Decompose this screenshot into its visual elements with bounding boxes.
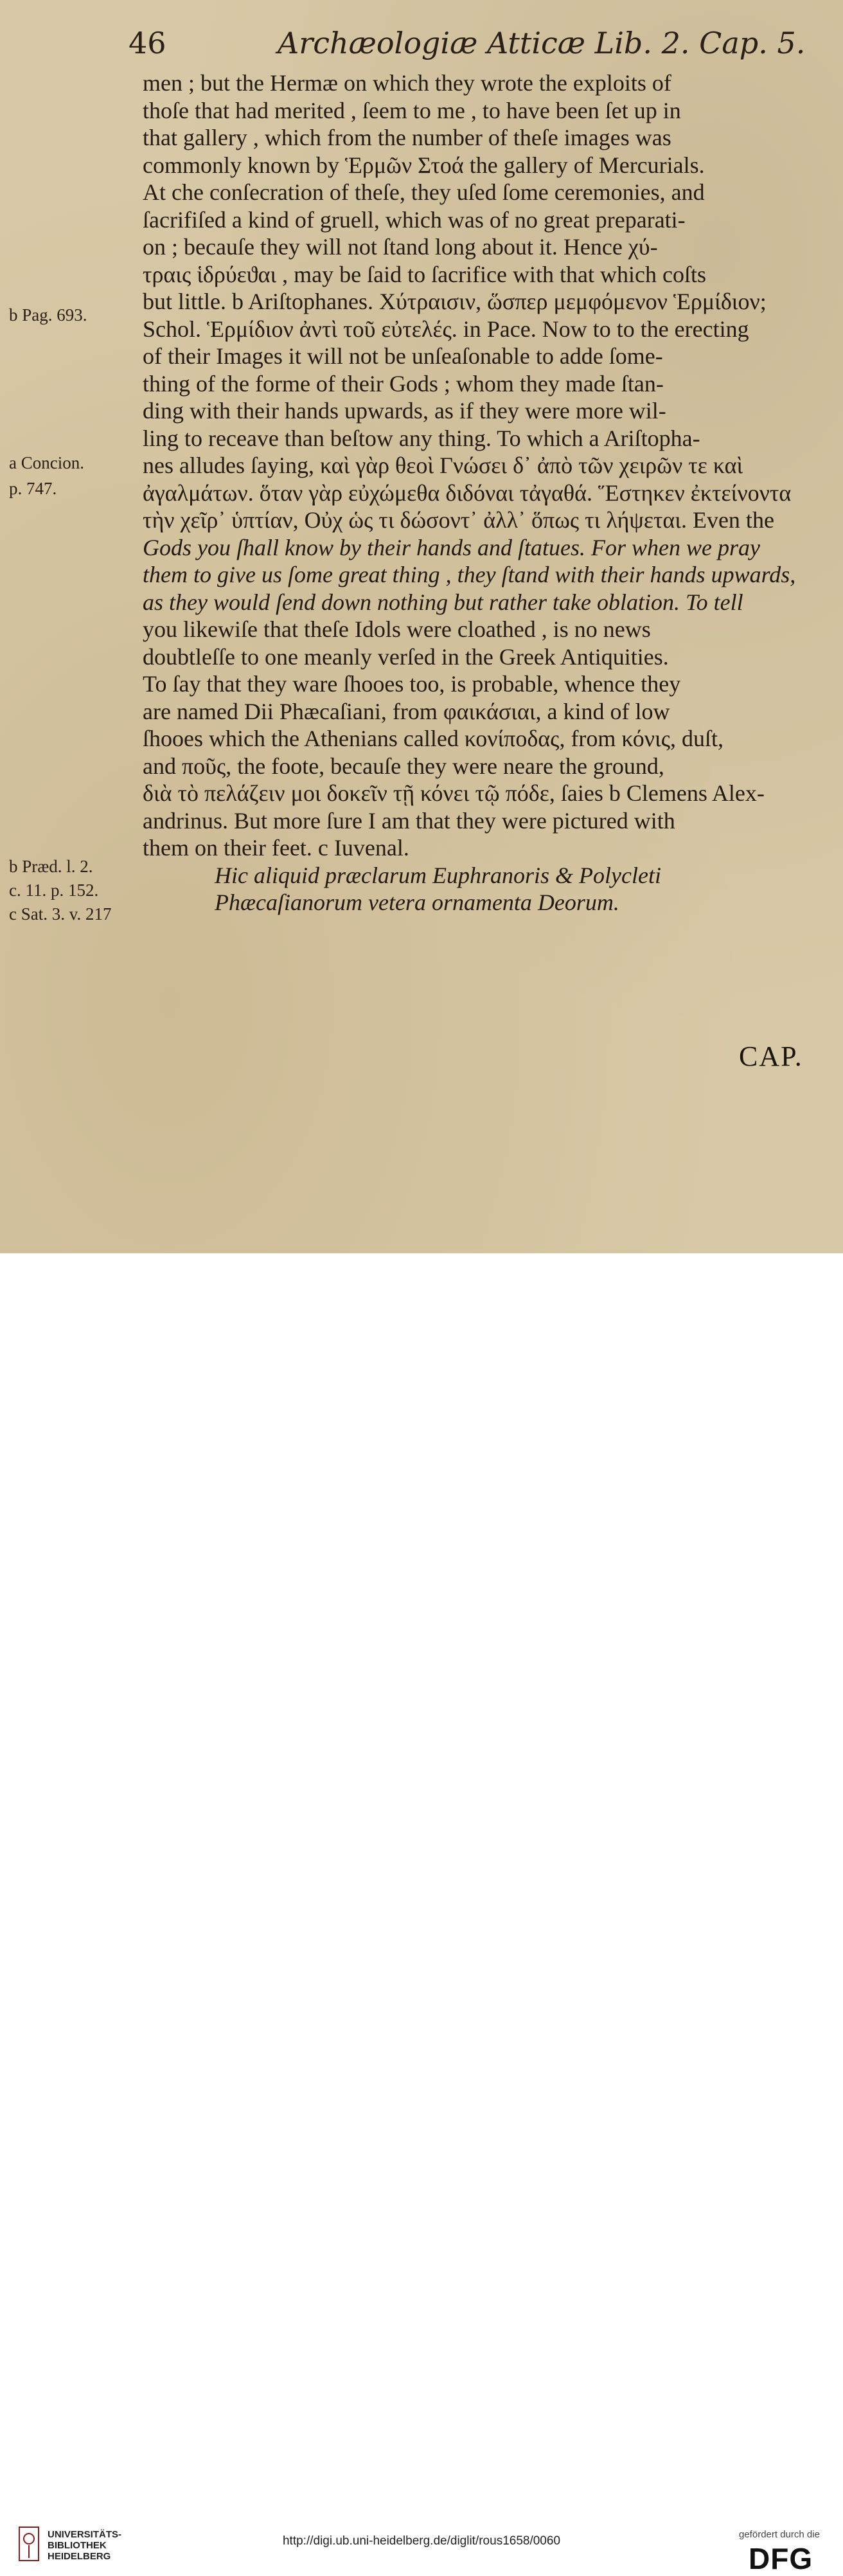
dfg-logo: DFG — [749, 2542, 813, 2575]
running-header — [129, 26, 810, 64]
text-line: on ; becauſe they will not ſtand long about it. Hence χύ- — [143, 234, 658, 260]
page-number: 46 — [129, 26, 166, 60]
text-line: them to give us ſome great thing , they ſtand with their hands upwards, — [143, 562, 796, 587]
catchword: CAP. — [739, 1041, 803, 1072]
body-text — [143, 69, 811, 917]
text-line: thing of the forme of their Gods ; whom they made ſtan- — [143, 370, 664, 397]
text-line: andrinus. But more ſure I am that they were pictured with — [143, 807, 675, 834]
viewer-footer — [0, 1253, 843, 2575]
margin-note: c. 11. p. 152. — [9, 881, 99, 900]
running-title: Archæologiæ Atticæ Lib. 2. Cap. 5. — [278, 26, 806, 60]
permalink[interactable]: http://digi.ub.uni-heidelberg.de/diglit/rous1658/0060 — [282, 2534, 561, 2548]
text-line: ἀγαλμάτων. ὅταν γὰρ εὐχώμεθα διδόναι τἀγαθά. Ἕστηκεν ἐκτείνοντα — [143, 479, 792, 506]
text-line: of their Images it will not be unſeaſonable to adde ſome- — [143, 343, 663, 369]
text-line: you likewiſe that theſe Idols were cloathed , is no news — [143, 616, 651, 642]
text-line: To ſay that they ware ſhooes too, is probable, whence they — [143, 671, 681, 697]
text-line: commonly known by Ἑρμῶν Στοά the gallery of Mercurials. — [143, 152, 705, 178]
text-line: but little. b Ariſtophanes. Χύτραισιν, ὥσπερ μεμφόμενον Ἑρμίδιον; — [143, 289, 767, 314]
institution-line: BIBLIOTHEK — [48, 2540, 107, 2551]
margin-note: c Sat. 3. v. 217 — [9, 904, 112, 924]
text-line: thoſe that had merited , ſeem to me , to have been ſet up in — [143, 97, 681, 123]
margin-note: p. 747. — [9, 479, 57, 498]
margin-note: b Præd. l. 2. — [9, 857, 93, 876]
text-line: ding with their hands upwards, as if they were more wil- — [143, 398, 666, 424]
book-page — [0, 0, 843, 1253]
text-line: ſhooes which the Athenians called κονίποδας, from κόνις, duſt, — [143, 726, 723, 751]
quote-line: Hic aliquid præclarum Euphranoris & Polycleti — [215, 862, 661, 888]
quote-line: Phæcaſianorum vetera ornamenta Deorum. — [215, 890, 619, 915]
text-line: Gods you ſhall know by their hands and ſtatues. For when we pray — [143, 534, 760, 560]
funder-label: gefördert durch die — [739, 2529, 820, 2540]
text-line: διὰ τὸ πελάζειν μοι δοκεῖν τῇ κόνει τῷ πόδε, ſaies b Clemens Alex- — [143, 780, 765, 806]
institution-line: UNIVERSITÄTS- — [48, 2529, 122, 2540]
margin-note: b Pag. 693. — [9, 305, 87, 325]
text-line: as they would ſend down nothing but rather take oblation. To tell — [143, 589, 743, 615]
text-line: Schol. Ἑρμίδιον ἀντὶ τοῦ εὐτελές. in Pace. Now to to the erecting — [143, 316, 749, 342]
text-line: are named Dii Phæcaſiani, from φαικάσιαι, a kind of low — [143, 698, 670, 724]
text-line: nes alludes ſaying, καὶ γὰρ θεοὶ Γνώσει δ᾽ ἀπὸ τῶν χειρῶν τε καὶ — [143, 452, 743, 478]
text-line: At che conſecration of theſe, they uſed ſome ceremonies, and — [143, 179, 705, 205]
text-line: that gallery , which from the number of theſe images was — [143, 125, 671, 150]
text-line: τραις ἱδρύεϑαι , may be ſaid to ſacrifice with that which coſts — [143, 261, 706, 287]
text-line: them on their feet. c Iuvenal. — [143, 835, 409, 861]
text-line: doubtleſſe to one meanly verſed in the Greek Antiquities. — [143, 643, 669, 670]
margin-note: a Concion. — [9, 453, 84, 472]
text-line: ling to receave than beſtow any thing. To which a Ariſtopha- — [143, 425, 700, 451]
text-line: ſacrifiſed a kind of gruell, which was of no great preparati- — [143, 206, 686, 233]
text-line: and ποῦς, the foote, becauſe they were neare the ground, — [143, 753, 664, 779]
text-line: τὴν χεῖρ᾽ ὑπτίαν, Οὐχ ὡς τι δώσοντ᾽ ἀλλ᾽ ὅπως τι λήψεται. Even the — [143, 507, 774, 533]
text-line: men ; but the Hermæ on which they wrote the exploits of — [143, 70, 671, 96]
institution-line: HEIDELBERG — [48, 2551, 111, 2562]
